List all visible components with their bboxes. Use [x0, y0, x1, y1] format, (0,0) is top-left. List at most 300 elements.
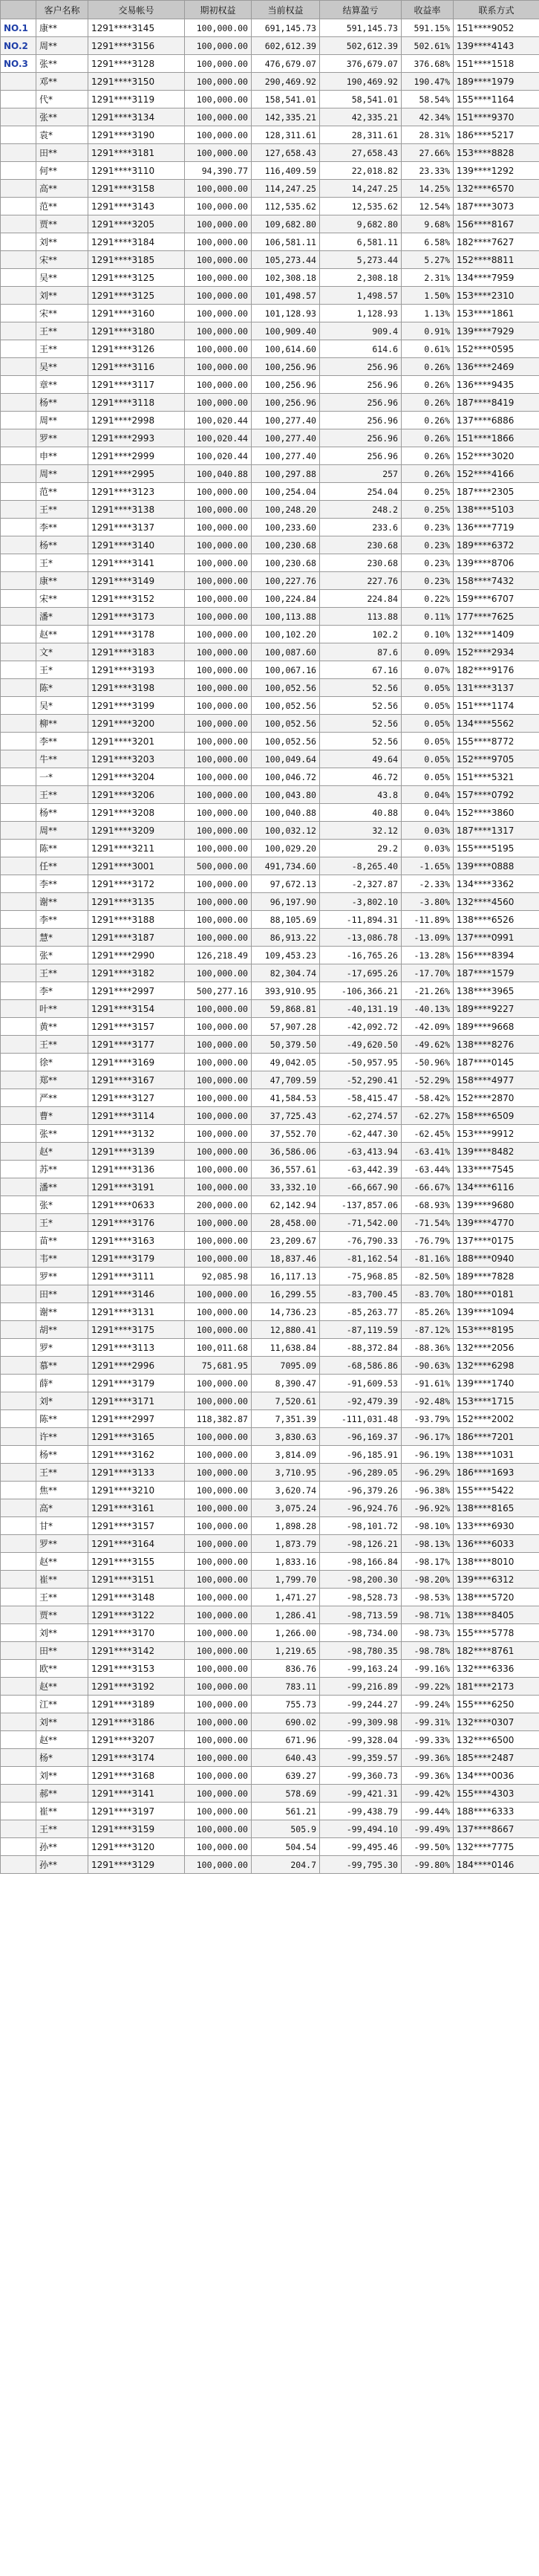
customer-name-cell: 杨**	[36, 394, 88, 412]
customer-name-cell: 王**	[36, 501, 88, 519]
return-rate-cell: 0.23%	[402, 554, 454, 572]
initial-equity-cell: 100,000.00	[185, 37, 252, 55]
rank-cell	[1, 287, 36, 305]
rank-cell	[1, 911, 36, 929]
current-equity-cell: 100,102.20	[252, 626, 320, 643]
rank-cell	[1, 1803, 36, 1820]
contact-cell: 138****3965	[454, 982, 539, 1000]
initial-equity-cell: 100,000.00	[185, 198, 252, 215]
current-equity-cell: 3,830.63	[252, 1428, 320, 1446]
pnl-cell: -96,289.05	[320, 1464, 402, 1482]
account-cell: 1291****3129	[88, 1856, 185, 1874]
current-equity-cell: 7095.09	[252, 1357, 320, 1375]
customer-name-cell: 任**	[36, 857, 88, 875]
contact-cell: 188****6333	[454, 1803, 539, 1820]
table-row	[1, 1339, 539, 1357]
return-rate-cell: 9.68%	[402, 215, 454, 233]
current-equity-cell: 28,458.00	[252, 1214, 320, 1232]
initial-equity-cell: 94,390.77	[185, 162, 252, 180]
contact-cell: 156****8167	[454, 215, 539, 233]
table-row	[1, 1624, 539, 1642]
current-equity-cell: 100,052.56	[252, 733, 320, 750]
current-equity-cell: 100,040.88	[252, 804, 320, 822]
initial-equity-cell: 100,000.00	[185, 1606, 252, 1624]
rank-cell	[1, 1392, 36, 1410]
return-rate-cell: -11.89%	[402, 911, 454, 929]
contact-cell: 134****7959	[454, 269, 539, 287]
customer-name-cell: 胡**	[36, 1321, 88, 1339]
contact-cell: 138****8165	[454, 1499, 539, 1517]
table-row	[1, 1589, 539, 1606]
contact-cell: 134****5562	[454, 715, 539, 733]
return-rate-cell: 0.03%	[402, 822, 454, 840]
table-row	[1, 1018, 539, 1036]
customer-name-cell: 周**	[36, 822, 88, 840]
return-rate-cell: -82.50%	[402, 1268, 454, 1285]
return-rate-cell: 0.10%	[402, 626, 454, 643]
initial-equity-cell: 100,000.00	[185, 394, 252, 412]
customer-name-cell: 代*	[36, 91, 88, 108]
current-equity-cell: 100,277.40	[252, 429, 320, 447]
rank-cell	[1, 162, 36, 180]
rank-cell	[1, 1785, 36, 1803]
contact-cell: 152****8811	[454, 251, 539, 269]
customer-name-cell: 康**	[36, 572, 88, 590]
initial-equity-cell: 92,085.98	[185, 1268, 252, 1285]
customer-name-cell: 王**	[36, 964, 88, 982]
return-rate-cell: -92.48%	[402, 1392, 454, 1410]
customer-name-cell: 一*	[36, 768, 88, 786]
return-rate-cell: 0.23%	[402, 572, 454, 590]
return-rate-cell: 1.50%	[402, 287, 454, 305]
rank-cell	[1, 590, 36, 608]
table-row	[1, 251, 539, 269]
table-row	[1, 305, 539, 322]
table-row	[1, 1696, 539, 1713]
account-cell: 1291****3117	[88, 376, 185, 394]
contact-cell: 155****6250	[454, 1696, 539, 1713]
contact-cell: 139****1094	[454, 1303, 539, 1321]
customer-name-cell: 罗*	[36, 1339, 88, 1357]
contact-cell: 132****6570	[454, 180, 539, 198]
account-cell: 1291****3189	[88, 1696, 185, 1713]
initial-equity-cell: 100,000.00	[185, 305, 252, 322]
current-equity-cell: 109,682.80	[252, 215, 320, 233]
rank-cell	[1, 1535, 36, 1553]
table-row	[1, 1660, 539, 1678]
current-equity-cell: 11,638.84	[252, 1339, 320, 1357]
return-rate-cell: -63.41%	[402, 1143, 454, 1161]
customer-name-cell: 李*	[36, 982, 88, 1000]
initial-equity-cell: 100,000.00	[185, 786, 252, 804]
return-rate-cell: -91.61%	[402, 1375, 454, 1392]
current-equity-cell: 112,535.62	[252, 198, 320, 215]
customer-name-cell: 贾**	[36, 215, 88, 233]
current-equity-cell: 37,725.43	[252, 1107, 320, 1125]
current-equity-cell: 100,224.84	[252, 590, 320, 608]
account-cell: 1291****3153	[88, 1660, 185, 1678]
return-rate-cell: 27.66%	[402, 144, 454, 162]
return-rate-cell: 0.05%	[402, 715, 454, 733]
return-rate-cell: -99.16%	[402, 1660, 454, 1678]
pnl-cell: -98,713.59	[320, 1606, 402, 1624]
account-cell: 1291****3177	[88, 1036, 185, 1054]
pnl-cell: -98,200.30	[320, 1571, 402, 1589]
initial-equity-cell: 100,000.00	[185, 1178, 252, 1196]
current-equity-cell: 1,266.00	[252, 1624, 320, 1642]
contact-cell: 133****7545	[454, 1161, 539, 1178]
contact-cell: 139****1292	[454, 162, 539, 180]
table-row	[1, 429, 539, 447]
account-cell: 1291****3155	[88, 1553, 185, 1571]
customer-name-cell: 田**	[36, 144, 88, 162]
rank-cell	[1, 340, 36, 358]
current-equity-cell: 290,469.92	[252, 73, 320, 91]
contact-cell: 153****8828	[454, 144, 539, 162]
account-cell: 1291****2997	[88, 982, 185, 1000]
return-rate-cell: -42.09%	[402, 1018, 454, 1036]
rank-cell	[1, 1517, 36, 1535]
rank-cell	[1, 1838, 36, 1856]
account-cell: 1291****3175	[88, 1321, 185, 1339]
table-row	[1, 519, 539, 536]
account-cell: 1291****3172	[88, 875, 185, 893]
current-equity-cell: 100,254.04	[252, 483, 320, 501]
return-rate-cell: 0.22%	[402, 590, 454, 608]
account-cell: 1291****3190	[88, 126, 185, 144]
table-row	[1, 643, 539, 661]
pnl-cell: 52.56	[320, 715, 402, 733]
contact-cell: 133****6930	[454, 1517, 539, 1535]
account-cell: 1291****3123	[88, 483, 185, 501]
pnl-cell: -81,162.54	[320, 1250, 402, 1268]
contact-cell: 182****9176	[454, 661, 539, 679]
initial-equity-cell: 100,000.00	[185, 1464, 252, 1482]
table-row	[1, 733, 539, 750]
return-rate-cell: 0.25%	[402, 501, 454, 519]
pnl-cell: 1,128.93	[320, 305, 402, 322]
customer-name-cell: 陈*	[36, 679, 88, 697]
current-equity-cell: 100,233.60	[252, 519, 320, 536]
contact-cell: 158****6509	[454, 1107, 539, 1125]
customer-name-cell: 田**	[36, 1285, 88, 1303]
customer-name-cell: 刘**	[36, 1713, 88, 1731]
table-row	[1, 447, 539, 465]
current-equity-cell: 101,128.93	[252, 305, 320, 322]
account-cell: 1291****3162	[88, 1446, 185, 1464]
pnl-cell: -91,609.53	[320, 1375, 402, 1392]
return-rate-cell: 1.13%	[402, 305, 454, 322]
pnl-cell: 190,469.92	[320, 73, 402, 91]
account-cell: 1291****3168	[88, 1767, 185, 1785]
table-row	[1, 786, 539, 804]
return-rate-cell: -96.19%	[402, 1446, 454, 1464]
rank-cell	[1, 1696, 36, 1713]
rank-cell	[1, 1357, 36, 1375]
initial-equity-cell: 100,000.00	[185, 1838, 252, 1856]
rank-cell	[1, 91, 36, 108]
pnl-cell: 43.8	[320, 786, 402, 804]
account-cell: 1291****3150	[88, 73, 185, 91]
return-rate-cell: -62.45%	[402, 1125, 454, 1143]
return-rate-cell: 0.26%	[402, 412, 454, 429]
initial-equity-cell: 100,000.00	[185, 964, 252, 982]
table-row	[1, 1036, 539, 1054]
account-cell: 1291****3116	[88, 358, 185, 376]
current-equity-cell: 7,351.39	[252, 1410, 320, 1428]
pnl-cell: -63,413.94	[320, 1143, 402, 1161]
pnl-cell: -66,667.90	[320, 1178, 402, 1196]
customer-name-cell: 徐*	[36, 1054, 88, 1071]
pnl-cell: -99,495.46	[320, 1838, 402, 1856]
rank-cell	[1, 1589, 36, 1606]
rank-cell	[1, 73, 36, 91]
rank-cell	[1, 1499, 36, 1517]
account-cell: 1291****3173	[88, 608, 185, 626]
rank-cell	[1, 1161, 36, 1178]
table-row	[1, 1464, 539, 1482]
customer-name-cell: 潘*	[36, 608, 88, 626]
rank-cell	[1, 501, 36, 519]
current-equity-cell: 142,335.21	[252, 108, 320, 126]
account-cell: 1291****3187	[88, 929, 185, 947]
pnl-cell: -96,185.91	[320, 1446, 402, 1464]
customer-name-cell: 慕**	[36, 1357, 88, 1375]
account-cell: 1291****3211	[88, 840, 185, 857]
contact-cell: 151****1518	[454, 55, 539, 73]
rank-cell	[1, 198, 36, 215]
pnl-cell: -50,957.95	[320, 1054, 402, 1071]
customer-name-cell: 李**	[36, 733, 88, 750]
return-rate-cell: -58.42%	[402, 1089, 454, 1107]
return-rate-cell: 6.58%	[402, 233, 454, 251]
rank-cell	[1, 376, 36, 394]
pnl-cell: -99,163.24	[320, 1660, 402, 1678]
account-cell: 1291****3135	[88, 893, 185, 911]
pnl-cell: 256.96	[320, 412, 402, 429]
customer-name-cell: 苏**	[36, 1161, 88, 1178]
rank-cell	[1, 626, 36, 643]
rank-cell	[1, 1446, 36, 1464]
customer-name-cell: 江**	[36, 1696, 88, 1713]
account-cell: 1291****3134	[88, 108, 185, 126]
return-rate-cell: 0.26%	[402, 429, 454, 447]
pnl-cell: 257	[320, 465, 402, 483]
customer-name-cell: 王**	[36, 1589, 88, 1606]
table-row	[1, 697, 539, 715]
contact-cell: 187****8419	[454, 394, 539, 412]
account-cell: 1291****3203	[88, 750, 185, 768]
pnl-cell: -99,309.98	[320, 1713, 402, 1731]
customer-name-cell: 赵**	[36, 1553, 88, 1571]
contact-cell: 139****1740	[454, 1375, 539, 1392]
contact-cell: 180****0181	[454, 1285, 539, 1303]
rank-cell	[1, 982, 36, 1000]
initial-equity-cell: 100,000.00	[185, 1375, 252, 1392]
current-equity-cell: 100,052.56	[252, 715, 320, 733]
pnl-cell: -96,379.26	[320, 1482, 402, 1499]
rank-cell	[1, 1321, 36, 1339]
contact-cell: 187****1317	[454, 822, 539, 840]
pnl-cell: 52.56	[320, 733, 402, 750]
customer-name-cell: 周**	[36, 465, 88, 483]
current-equity-cell: 105,273.44	[252, 251, 320, 269]
rank-cell	[1, 1767, 36, 1785]
rank-cell	[1, 1339, 36, 1357]
pnl-cell: 9,682.80	[320, 215, 402, 233]
customer-name-cell: 刘*	[36, 1392, 88, 1410]
pnl-cell: 40.88	[320, 804, 402, 822]
pnl-cell: 256.96	[320, 394, 402, 412]
table-row	[1, 1749, 539, 1767]
initial-equity-cell: 100,000.00	[185, 287, 252, 305]
customer-name-cell: 杨*	[36, 1749, 88, 1767]
initial-equity-cell: 100,000.00	[185, 911, 252, 929]
return-rate-cell: -71.54%	[402, 1214, 454, 1232]
contact-cell: 189****7828	[454, 1268, 539, 1285]
initial-equity-cell: 100,000.00	[185, 1428, 252, 1446]
pnl-cell: -17,695.26	[320, 964, 402, 982]
pnl-cell: -40,131.19	[320, 1000, 402, 1018]
table-row	[1, 1071, 539, 1089]
pnl-cell: 29.2	[320, 840, 402, 857]
contact-cell: 134****3362	[454, 875, 539, 893]
contact-cell: 138****6526	[454, 911, 539, 929]
pnl-cell: 591,145.73	[320, 19, 402, 37]
pnl-cell: 52.56	[320, 697, 402, 715]
table-row	[1, 412, 539, 429]
table-row	[1, 1232, 539, 1250]
current-equity-cell: 97,672.13	[252, 875, 320, 893]
account-cell: 1291****3138	[88, 501, 185, 519]
contact-cell: 153****8195	[454, 1321, 539, 1339]
initial-equity-cell: 100,000.00	[185, 679, 252, 697]
contact-cell: 151****9370	[454, 108, 539, 126]
initial-equity-cell: 100,000.00	[185, 572, 252, 590]
initial-equity-cell: 100,000.00	[185, 55, 252, 73]
customer-name-cell: 郝**	[36, 1785, 88, 1803]
rank-cell	[1, 358, 36, 376]
rank-cell	[1, 536, 36, 554]
pnl-cell: 224.84	[320, 590, 402, 608]
account-cell: 1291****3151	[88, 1571, 185, 1589]
pnl-cell: -8,265.40	[320, 857, 402, 875]
initial-equity-cell: 100,011.68	[185, 1339, 252, 1357]
pnl-cell: 256.96	[320, 358, 402, 376]
table-row	[1, 1428, 539, 1446]
contact-cell: 136****9435	[454, 376, 539, 394]
current-equity-cell: 96,197.90	[252, 893, 320, 911]
return-rate-cell: 0.07%	[402, 661, 454, 679]
return-rate-cell: -63.44%	[402, 1161, 454, 1178]
table-row	[1, 394, 539, 412]
current-equity-cell: 639.27	[252, 1767, 320, 1785]
initial-equity-cell: 100,000.00	[185, 73, 252, 91]
rank-cell	[1, 679, 36, 697]
account-cell: 1291****3204	[88, 768, 185, 786]
current-equity-cell: 1,799.70	[252, 1571, 320, 1589]
rank-cell	[1, 1749, 36, 1767]
contact-cell: 138****5720	[454, 1589, 539, 1606]
table-row	[1, 126, 539, 144]
contact-cell: 181****2173	[454, 1678, 539, 1696]
table-row	[1, 929, 539, 947]
return-rate-cell: 0.61%	[402, 340, 454, 358]
table-row	[1, 947, 539, 964]
pnl-cell: 22,018.82	[320, 162, 402, 180]
table-row	[1, 1535, 539, 1553]
contact-cell: 153****1715	[454, 1392, 539, 1410]
return-rate-cell: -99.44%	[402, 1803, 454, 1820]
header-contact: 联系方式	[454, 1, 539, 19]
account-cell: 1291****3165	[88, 1428, 185, 1446]
table-row	[1, 1000, 539, 1018]
pnl-cell: 46.72	[320, 768, 402, 786]
rank-cell	[1, 1553, 36, 1571]
customer-name-cell: 陈**	[36, 840, 88, 857]
return-rate-cell: 0.25%	[402, 483, 454, 501]
return-rate-cell: -99.36%	[402, 1749, 454, 1767]
account-cell: 1291****3001	[88, 857, 185, 875]
current-equity-cell: 100,067.16	[252, 661, 320, 679]
current-equity-cell: 1,219.65	[252, 1642, 320, 1660]
return-rate-cell: -17.70%	[402, 964, 454, 982]
current-equity-cell: 101,498.57	[252, 287, 320, 305]
pnl-cell: -68,586.86	[320, 1357, 402, 1375]
current-equity-cell: 1,286.41	[252, 1606, 320, 1624]
contact-cell: 132****1409	[454, 626, 539, 643]
table-row	[1, 875, 539, 893]
current-equity-cell: 14,736.23	[252, 1303, 320, 1321]
account-cell: 1291****3180	[88, 322, 185, 340]
rank-cell	[1, 822, 36, 840]
return-rate-cell: -99.80%	[402, 1856, 454, 1874]
pnl-cell: -98,528.73	[320, 1589, 402, 1606]
pnl-cell: -58,415.47	[320, 1089, 402, 1107]
return-rate-cell: 23.33%	[402, 162, 454, 180]
current-equity-cell: 690.02	[252, 1713, 320, 1731]
customer-name-cell: 苗**	[36, 1232, 88, 1250]
customer-name-cell: 刘**	[36, 1767, 88, 1785]
account-cell: 1291****3174	[88, 1749, 185, 1767]
contact-cell: 186****1693	[454, 1464, 539, 1482]
account-cell: 1291****3170	[88, 1624, 185, 1642]
table-row	[1, 1054, 539, 1071]
rank-cell	[1, 661, 36, 679]
return-rate-cell: 12.54%	[402, 198, 454, 215]
contact-cell: 155****5422	[454, 1482, 539, 1499]
pnl-cell: 14,247.25	[320, 180, 402, 198]
table-row	[1, 1089, 539, 1107]
table-row	[1, 1321, 539, 1339]
account-cell: 1291****3185	[88, 251, 185, 269]
contact-cell: 138****8276	[454, 1036, 539, 1054]
table-row	[1, 893, 539, 911]
contact-cell: 139****9680	[454, 1196, 539, 1214]
current-equity-cell: 671.96	[252, 1731, 320, 1749]
pnl-cell: -16,765.26	[320, 947, 402, 964]
rank-cell	[1, 1713, 36, 1731]
account-cell: 1291****3207	[88, 1731, 185, 1749]
account-cell: 1291****3181	[88, 144, 185, 162]
table-row	[1, 554, 539, 572]
current-equity-cell: 204.7	[252, 1856, 320, 1874]
account-cell: 1291****3122	[88, 1606, 185, 1624]
current-equity-cell: 100,297.88	[252, 465, 320, 483]
contact-cell: 182****7627	[454, 233, 539, 251]
current-equity-cell: 100,230.68	[252, 536, 320, 554]
account-cell: 1291****2990	[88, 947, 185, 964]
